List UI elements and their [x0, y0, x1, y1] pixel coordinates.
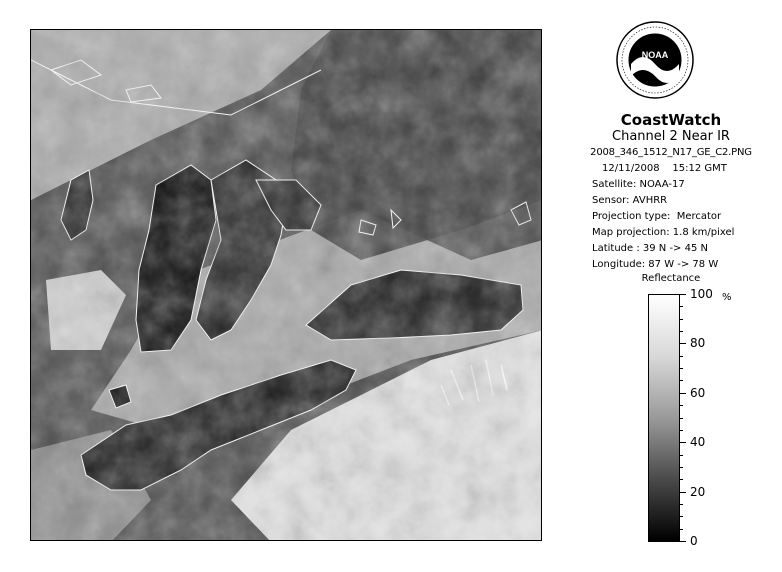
satellite-label: Satellite: NOAA-17 — [592, 179, 685, 190]
logo-center-text: NOAA — [641, 50, 669, 60]
legend-unit: % — [722, 292, 732, 303]
colorbar-tick — [680, 294, 686, 295]
legend-title: Reflectance — [641, 273, 701, 284]
colorbar-tick — [680, 504, 683, 505]
date-time-line — [602, 163, 727, 174]
colorbar-tick-label: 100 — [690, 287, 713, 301]
longitude-label: Longitude: 87 W -> 78 W — [592, 259, 719, 270]
colorbar-tick-label: 0 — [690, 534, 698, 548]
colorbar-tick — [680, 541, 686, 542]
channel-label: Channel 2 Near IR — [612, 129, 730, 144]
colorbar-tick-label: 80 — [690, 336, 706, 350]
satellite-map — [31, 30, 542, 541]
time-text: 15:12 GMT — [672, 163, 727, 174]
colorbar-tick — [680, 479, 683, 480]
colorbar-tick — [680, 356, 683, 357]
colorbar-tick — [680, 393, 686, 394]
colorbar-tick — [680, 516, 683, 517]
colorbar-tick — [680, 405, 683, 406]
brand-title: CoastWatch — [620, 111, 722, 129]
colorbar-tick — [680, 319, 683, 320]
colorbar-tick — [680, 467, 683, 468]
colorbar-tick — [680, 306, 683, 307]
map-projection-label: Map projection: 1.8 km/pixel — [592, 227, 735, 238]
reflectance-colorbar — [648, 294, 680, 542]
colorbar-tick — [680, 380, 683, 381]
noaa-logo — [615, 20, 695, 100]
colorbar-ticks — [680, 287, 740, 548]
colorbar-tick — [680, 442, 686, 443]
colorbar-tick-label: 40 — [690, 435, 706, 449]
sensor-label: Sensor: AVHRR — [592, 195, 668, 206]
projection-type-label: Projection type: Mercator — [592, 211, 722, 222]
date-text: 12/11/2008 — [602, 163, 660, 174]
colorbar-tick — [680, 430, 683, 431]
colorbar-tick — [680, 492, 686, 493]
colorbar-tick-label: 20 — [690, 485, 706, 499]
colorbar-tick — [680, 368, 683, 369]
latitude-label: Latitude : 39 N -> 45 N — [592, 243, 708, 254]
filename-label: 2008_346_1512_N17_GE_C2.PNG — [590, 147, 752, 158]
colorbar-tick — [680, 529, 683, 530]
cloud-texture — [31, 30, 542, 541]
colorbar-tick — [680, 343, 686, 344]
colorbar-tick — [680, 455, 683, 456]
satellite-image-panel — [30, 29, 542, 541]
colorbar-tick — [680, 418, 683, 419]
colorbar-tick-label: 60 — [690, 386, 706, 400]
colorbar-tick — [680, 331, 683, 332]
